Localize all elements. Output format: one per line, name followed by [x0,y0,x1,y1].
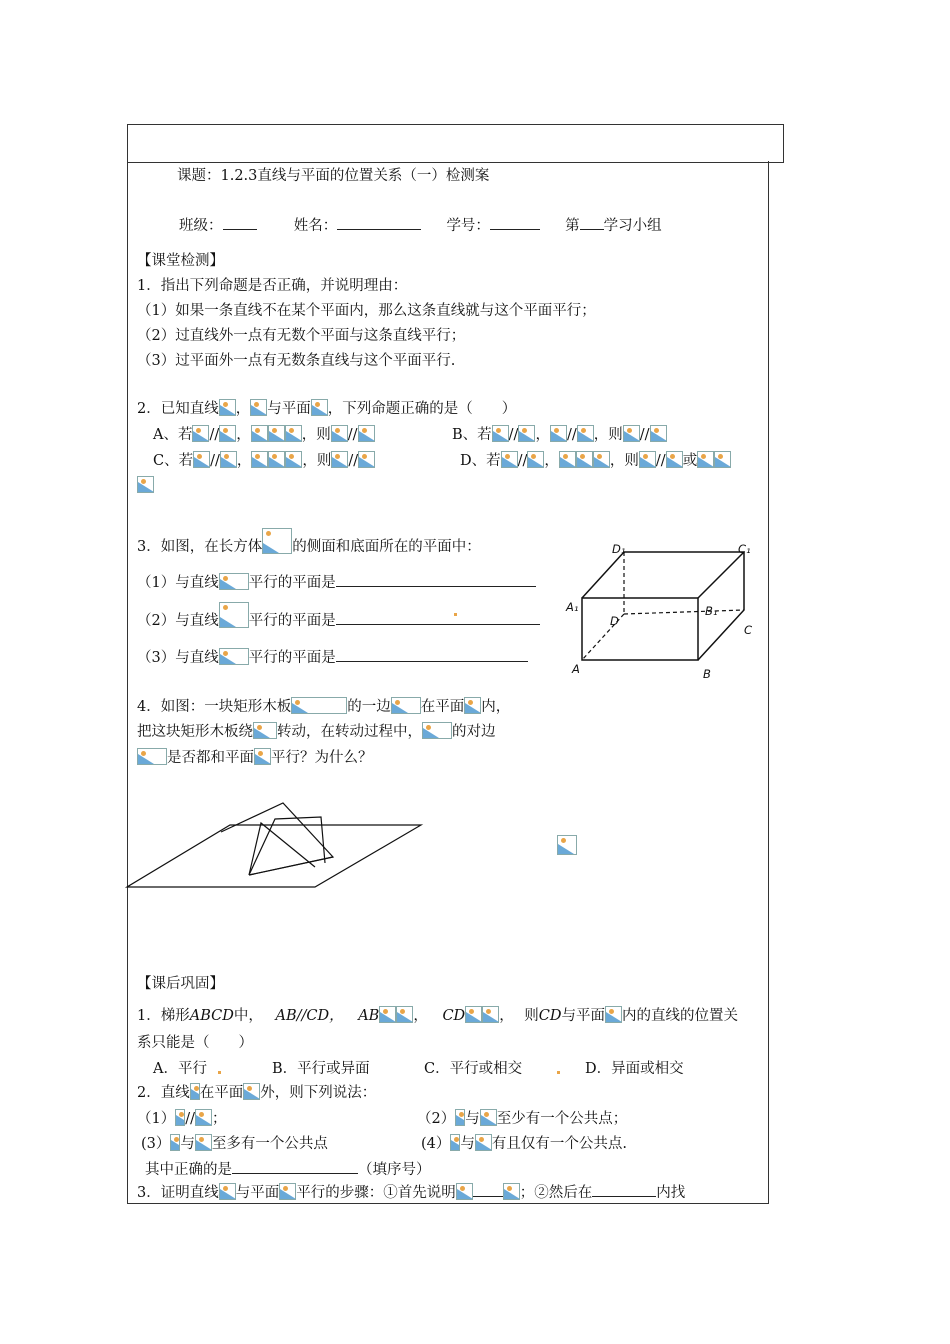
s2-q1-option-d: D．异面或相交 [585,1061,684,1077]
formula-image [331,425,348,442]
s2-q2-stem: 2．直线 在平面 外，则下列说法： [137,1085,377,1101]
q1-stem: 1．指出下列命题是否正确，并说明理由： [137,278,408,294]
q3-item-1: （1）与直线 平行的平面是 [137,572,536,592]
stray-dot [557,1071,560,1074]
formula-image [268,451,285,468]
formula-image [250,399,267,416]
formula-image [220,451,237,468]
stray-dot [454,613,457,616]
s2-q2-item-4: (4） 与 有且仅有一个公共点. [421,1136,627,1152]
q2-option-c: C、若 // ， ，则 // [153,451,375,470]
formula-image [518,425,535,442]
vertex-label-c: C [744,623,753,637]
s2-q1-line1: 1．梯形ABCD中， AB//CD， AB ， CD ， 则CD与平面 内的直线的位置关 [137,1008,739,1024]
formula-image [714,451,731,468]
formula-image [190,1083,200,1100]
formula-image-wrap [557,835,577,856]
q3-stem: 3．如图，在长方体 的侧面和底面所在的平面中： [137,528,481,556]
formula-image [396,1006,413,1023]
vertex-label-a1: A₁ [566,600,579,614]
formula-image [253,722,277,739]
s2-q1-option-a: A．平行 [153,1061,207,1077]
s2-q2-item-1: （1） // ； [137,1111,227,1127]
formula-image [666,451,683,468]
formula-image [623,425,640,442]
q1-item: （3）过平面外一点有无数条直线与这个平面平行. [137,353,456,369]
formula-image [219,399,236,416]
q2-option-b: B、若 // ， // ，则 // [452,425,667,444]
student-info-row: 班级： 姓名： 学号： 第 学习小组 [179,215,662,235]
formula-image [268,425,285,442]
formula-image [193,451,210,468]
formula-image [379,1006,396,1023]
formula-image [291,697,347,714]
vertex-label-d1: D₁ [612,542,626,556]
formula-image [251,425,268,442]
formula-image [219,1183,236,1200]
formula-image [501,451,518,468]
q1-item: （1）如果一条直线不在某个平面内，那么这条直线就与这个平面平行； [137,303,596,319]
formula-image [175,1109,185,1126]
page-title: 课题：1.2.3直线与平面的位置关系（一）检测案 [177,168,490,184]
formula-image [482,1006,499,1023]
q4-line3: 是否都和平面 平行？为什么？ [137,748,373,767]
formula-image [559,451,576,468]
section-heading: 【课堂检测】 [137,253,224,269]
formula-image [475,1134,492,1151]
formula-image [464,697,481,714]
q4-line2: 把这块矩形木板绕 转动，在转动过程中， 的对边 [137,724,496,740]
formula-image [650,425,667,442]
s2-q2-answer: 其中正确的是 （填序号） [145,1159,431,1179]
vertex-label-a: A [572,662,580,676]
formula-image [593,451,610,468]
q4-line1: 4．如图：一块矩形木板 的一边 在平面 内， [137,699,511,715]
formula-image [492,425,509,442]
s2-q2-item-3: (3） 与 至多有一个公共点 [141,1136,328,1152]
formula-image [503,1183,520,1200]
formula-image [550,425,567,442]
formula-image [219,648,249,665]
vertex-label-b: B [703,667,711,681]
formula-image [262,528,292,554]
formula-image [195,1134,212,1151]
formula-image [279,1183,296,1200]
s2-q1-line2: 系只能是（ ） [137,1035,253,1051]
formula-image [219,425,236,442]
formula-image [254,748,271,765]
formula-image [192,425,209,442]
formula-image-wrap [137,475,154,494]
formula-image [137,748,167,765]
formula-image [480,1109,497,1126]
formula-image [557,835,577,855]
q1-item: （2）过直线外一点有无数个平面与这条直线平行； [137,328,466,344]
q3-item-3: （3）与直线 平行的平面是 [137,647,528,667]
vertex-label-d: D [610,614,619,628]
formula-image [465,1006,482,1023]
formula-image [527,451,544,468]
section-heading: 【课后巩固】 [137,976,224,992]
formula-image [311,399,328,416]
s2-q2-item-2: （2） 与 至少有一个公共点； [417,1111,628,1127]
formula-image [639,451,656,468]
formula-image [195,1109,212,1126]
formula-image [605,1006,622,1023]
formula-image [331,451,348,468]
formula-image [576,451,593,468]
s2-q3-stem: 3．证明直线 与平面 平行的步骤：①首先说明 ；②然后在 内找 [137,1182,685,1202]
formula-image [358,451,375,468]
formula-image [577,425,594,442]
formula-image [251,451,268,468]
cuboid-diagram [560,540,770,690]
formula-image [391,697,421,714]
formula-image [170,1134,180,1151]
formula-image [285,451,302,468]
vertex-label-b1: B₁ [705,604,718,618]
q2-option-d: D、若 // ， ，则 // 或 [460,451,731,470]
formula-image [456,1183,473,1200]
formula-image [455,1109,465,1126]
formula-image [243,1083,260,1100]
vertex-label-c1: C₁ [738,542,751,556]
formula-image [137,476,154,493]
s2-q1-option-c: C．平行或相交 [424,1061,523,1077]
formula-image [358,425,375,442]
q3-item-2: （2）与直线 平行的平面是 [137,602,540,630]
s2-q1-option-b: B．平行或异面 [272,1061,370,1077]
formula-image [219,573,249,590]
rotating-board-diagram [125,795,425,890]
q2-stem: 2．已知直线 ， 与平面 ，下列命题正确的是（ ） [137,401,517,417]
formula-image [422,722,452,739]
formula-image [450,1134,460,1151]
formula-image [285,425,302,442]
formula-image [697,451,714,468]
header-box [127,124,784,163]
q2-option-a: A、若 // ， ，则 // [153,425,375,444]
formula-image [219,602,249,628]
stray-dot [218,1071,221,1074]
